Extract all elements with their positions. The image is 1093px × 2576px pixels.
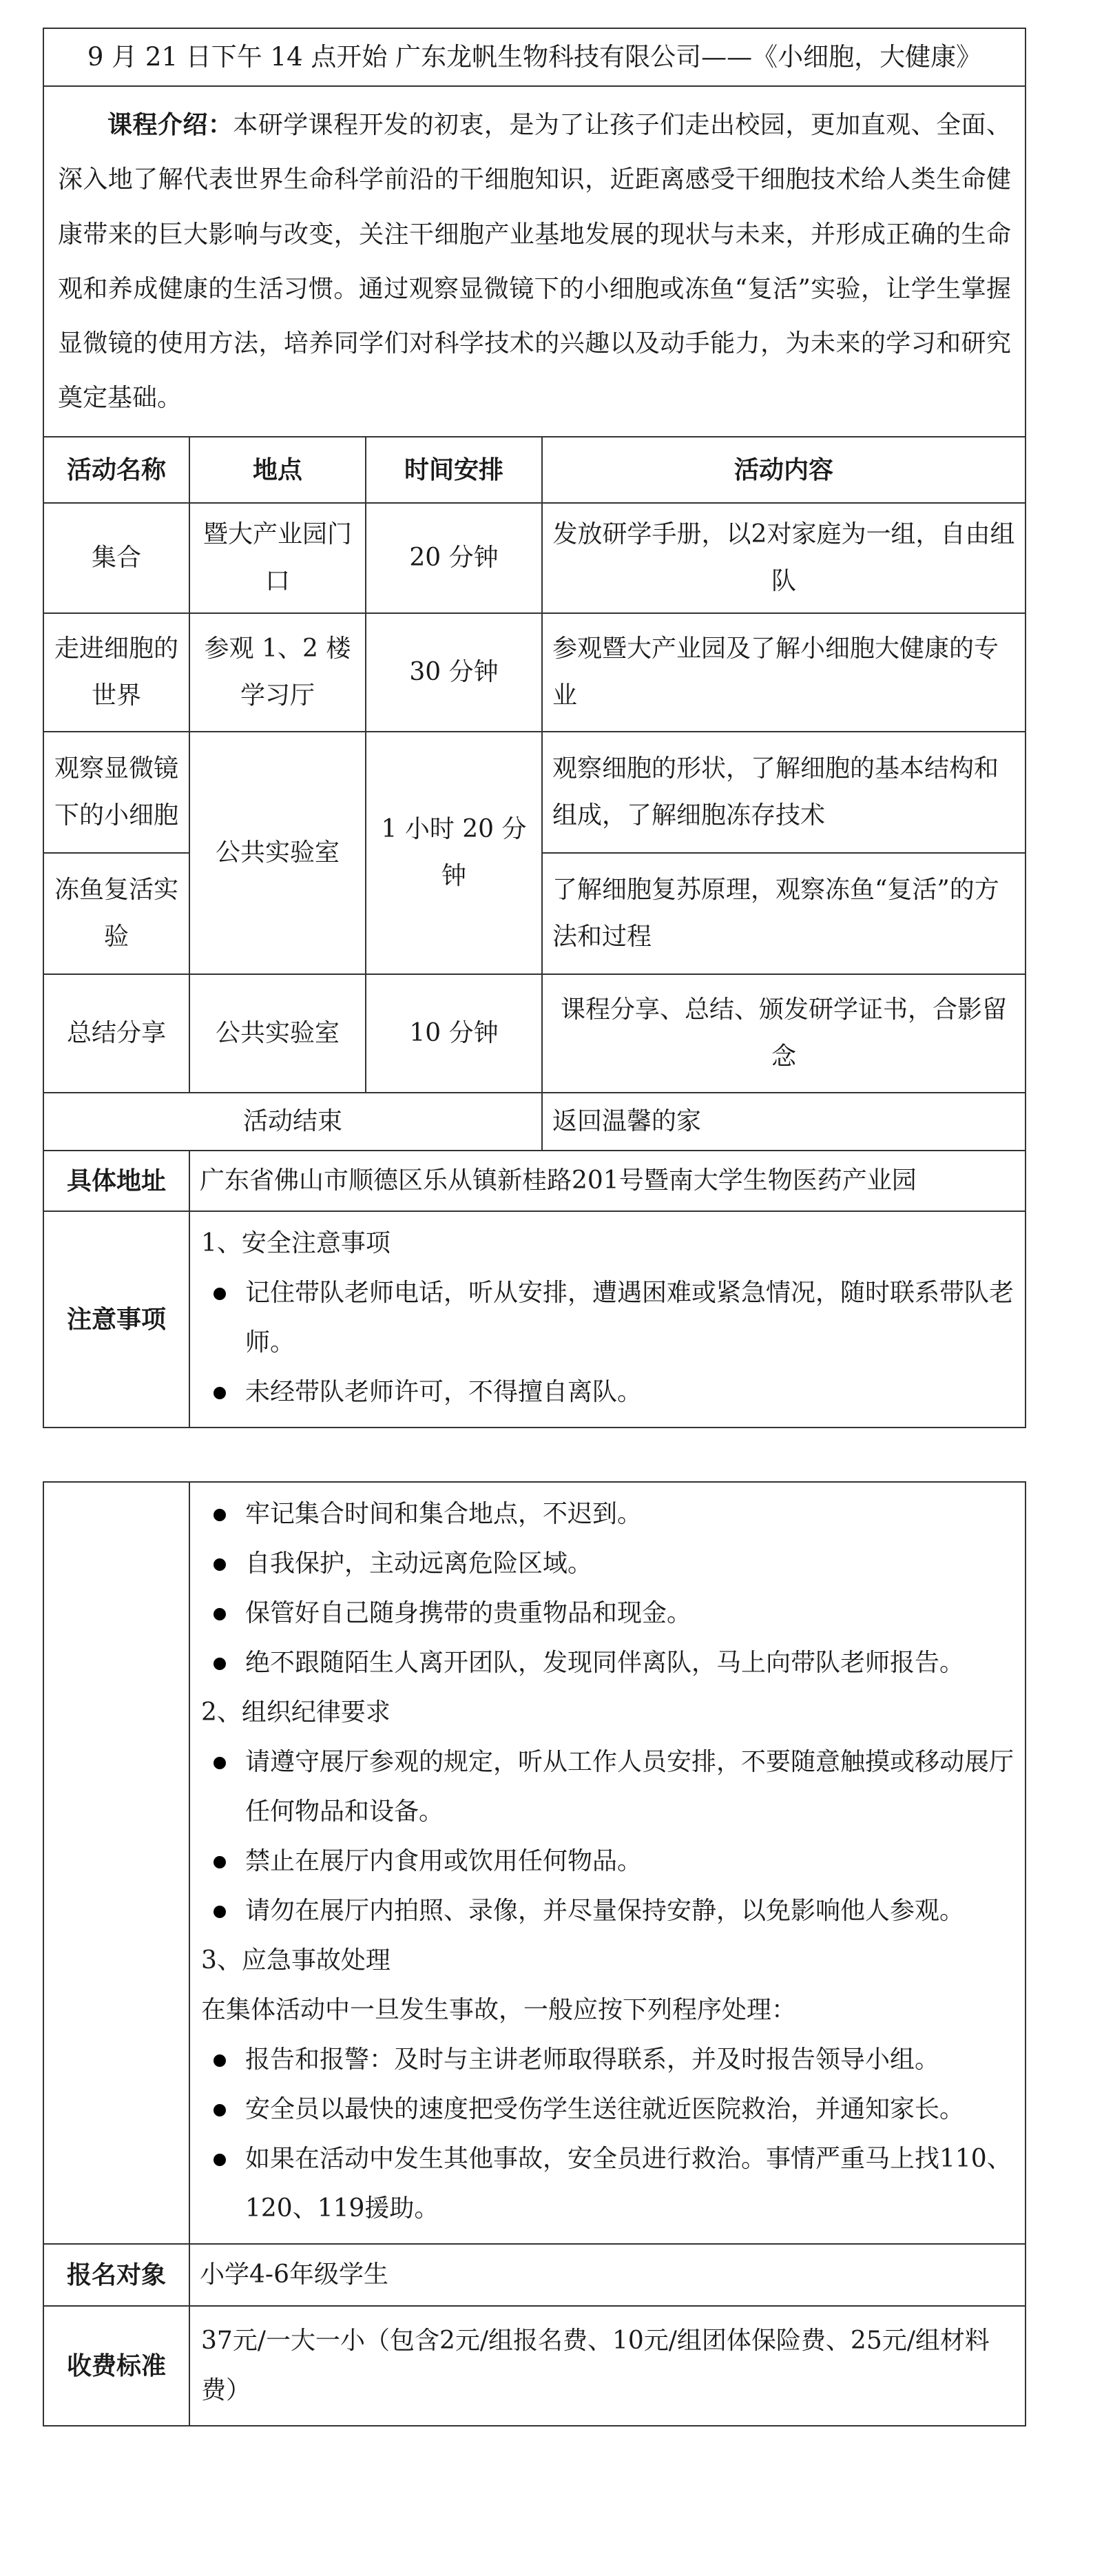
- fee-label: 收费标准: [43, 2306, 189, 2426]
- notes-content: [189, 1211, 1026, 1428]
- activity-content: 了解细胞复苏原理，观察冻鱼“复活”的方法和过程: [542, 853, 1026, 974]
- list-item: 自我保护，主动远离危险区域。: [201, 1539, 1014, 1589]
- activity-place: 公共实验室: [189, 974, 366, 1093]
- enroll-row: [43, 2244, 1026, 2306]
- activity-content: 发放研学手册，以2对家庭为一组，自由组队: [542, 503, 1026, 613]
- activity-time: 20 分钟: [366, 503, 542, 613]
- activity-end-label: 活动结束: [43, 1093, 542, 1151]
- list-item: 如果在活动中发生其他事故，安全员进行救治。事情严重马上找110、120、119援助。: [201, 2134, 1014, 2234]
- activity-place: 暨大产业园门口: [189, 503, 366, 613]
- discipline-title: 2、组织纪律要求: [201, 1698, 391, 1727]
- activity-name: 冻鱼复活实验: [43, 853, 189, 974]
- activity-place: 参观 1、2 楼学习厅: [189, 613, 366, 732]
- table-row: [43, 613, 1026, 732]
- activity-name: 总结分享: [43, 974, 189, 1093]
- table-row: [43, 1093, 1026, 1151]
- safety-title: 1、安全注意事项: [201, 1229, 391, 1258]
- enroll-value: 小学4-6年级学生: [189, 2244, 1026, 2306]
- list-item: 牢记集合时间和集合地点，不迟到。: [201, 1490, 1014, 1539]
- col-header-place: 地点: [189, 437, 366, 503]
- activity-name: 集合: [43, 503, 189, 613]
- page-title: 9 月 21 日下午 14 点开始 广东龙帆生物科技有限公司——《小细胞，大健康》: [43, 28, 1026, 86]
- list-item: 绝不跟随陌生人离开团队，发现同伴离队，马上向带队老师报告。: [201, 1638, 1014, 1688]
- activity-place: 公共实验室: [189, 732, 366, 974]
- enroll-label: 报名对象: [43, 2244, 189, 2306]
- list-item: 未经带队老师许可，不得擅自离队。: [201, 1368, 1014, 1417]
- list-item: 记住带队老师电话，听从安排，遭遇困难或紧急情况，随时联系带队老师。: [201, 1268, 1014, 1368]
- table-row: [43, 732, 1026, 853]
- activity-content: 观察细胞的形状，了解细胞的基本结构和组成，了解细胞冻存技术: [542, 732, 1026, 853]
- col-header-content: 活动内容: [542, 437, 1026, 503]
- notes-continued-content: [189, 1482, 1026, 2244]
- address-label: 具体地址: [43, 1151, 189, 1211]
- activity-end-content: 返回温馨的家: [542, 1093, 1026, 1151]
- course-intro: [43, 86, 1026, 437]
- course-intro-text: 本研学课程开发的初衷，是为了让孩子们走出校园，更加直观、全面、深入地了解代表世界生命科学前沿的干细胞知识，近距离感受干细胞技术给人类生命健康带来的巨大影响与改变，关注干细胞产业基地发展的现状与未来，并形成正确的生命观和养成健康的生活习惯。通过观察显微镜下的小细胞或冻鱼“复活”实验，让学生掌握显微镜的使用方法，培养同学们对科学技术的兴趣以及动手能力，为未来的学习和研究奠定基础。: [58, 111, 1011, 413]
- schedule-header-row: [43, 437, 1026, 503]
- col-header-time: 时间安排: [366, 437, 542, 503]
- list-item: 保管好自己随身携带的贵重物品和现金。: [201, 1589, 1014, 1638]
- program-table: [43, 28, 1026, 1428]
- notes-continued-table: [43, 1481, 1026, 2426]
- col-header-activity: 活动名称: [43, 437, 189, 503]
- table-row: [43, 503, 1026, 613]
- activity-time: 30 分钟: [366, 613, 542, 732]
- course-intro-label: 课程介绍：: [107, 110, 233, 140]
- list-item: 请勿在展厅内拍照、录像，并尽量保持安静，以免影响他人参观。: [201, 1886, 1014, 1936]
- fee-value: 37元/一大一小（包含2元/组报名费、10元/组团体保险费、25元/组材料费）: [189, 2306, 1026, 2426]
- notes-row: [43, 1211, 1026, 1428]
- fee-row: [43, 2306, 1026, 2426]
- address-row: [43, 1151, 1026, 1211]
- activity-name: 观察显微镜下的小细胞: [43, 732, 189, 853]
- list-item: 安全员以最快的速度把受伤学生送往就近医院救治，并通知家长。: [201, 2085, 1014, 2134]
- address-value: 广东省佛山市顺德区乐从镇新桂路201号暨南大学生物医药产业园: [189, 1151, 1026, 1211]
- activity-name: 走进细胞的世界: [43, 613, 189, 732]
- activity-content: 参观暨大产业园及了解小细胞大健康的专业: [542, 613, 1026, 732]
- list-item: 禁止在展厅内食用或饮用任何物品。: [201, 1837, 1014, 1886]
- activity-content: 课程分享、总结、颁发研学证书，合影留念: [542, 974, 1026, 1093]
- list-item: 请遵守展厅参观的规定，听从工作人员安排，不要随意触摸或移动展厅任何物品和设备。: [201, 1738, 1014, 1837]
- emergency-title: 3、应急事故处理: [201, 1946, 391, 1975]
- notes-label: 注意事项: [43, 1211, 189, 1428]
- table-row: [43, 974, 1026, 1093]
- list-item: 报告和报警：及时与主讲老师取得联系，并及时报告领导小组。: [201, 2035, 1014, 2085]
- emergency-intro: 在集体活动中一旦发生事故，一般应按下列程序处理：: [201, 1996, 797, 2024]
- notes-label-empty: [43, 1482, 189, 2244]
- notes-continued-row: [43, 1482, 1026, 2244]
- activity-time: 10 分钟: [366, 974, 542, 1093]
- activity-time: 1 小时 20 分钟: [366, 732, 542, 974]
